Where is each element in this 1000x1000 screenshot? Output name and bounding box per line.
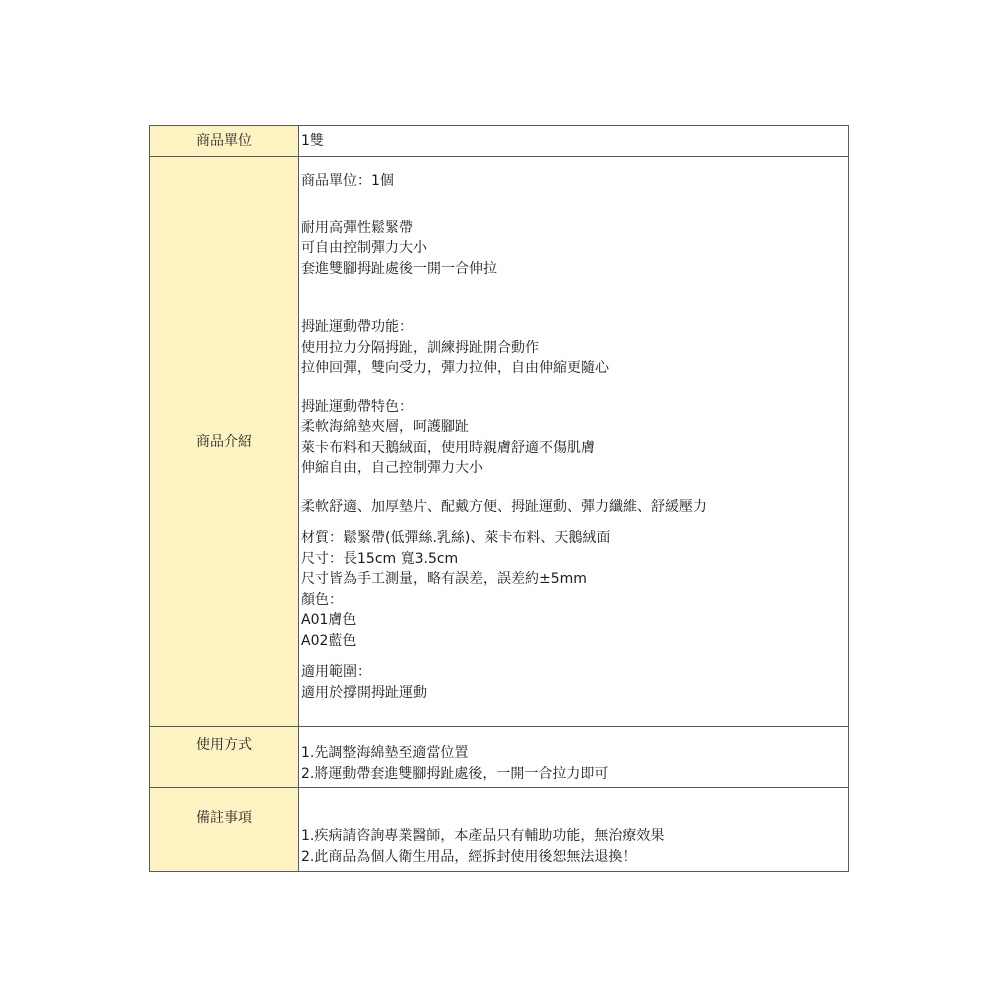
intro-value [299, 157, 849, 727]
usage-line-2: 2.將運動帶套進雙腳拇趾處後，一開一合拉力即可 [301, 765, 609, 782]
notes-value [299, 788, 849, 872]
usage-label: 使用方式 [196, 737, 252, 753]
notes-label: 備註事項 [196, 810, 252, 826]
table-row-unit [150, 126, 849, 157]
spec-line-6: A02藍色 [301, 632, 357, 649]
spec-line-1: 材質：鬆緊帶(低彈絲.乳絲)、萊卡布料、天鵝絨面 [301, 530, 611, 546]
notes-line-1: 1.疾病請咨詢專業醫師，本產品只有輔助功能，無治療效果 [301, 828, 665, 844]
feature-title: 拇趾運動帶特色： [301, 398, 413, 415]
notes-label-cell [150, 788, 299, 872]
function-line-1: 使用拉力分隔拇趾，訓練拇趾開合動作 [301, 339, 539, 356]
table-row-usage [150, 727, 849, 788]
spec-line-3: 尺寸皆為手工測量，略有誤差，誤差約±5mm [301, 571, 587, 587]
intro-unit-line: 商品單位：1個 [301, 173, 394, 189]
table-row-intro [150, 157, 849, 727]
intro-para1-line-2: 可自由控制彈力大小 [301, 240, 427, 256]
feature-line-1: 柔軟海綿墊夾層，呵護腳趾 [301, 419, 469, 435]
intro-para1-line-1: 耐用高彈性鬆緊帶 [301, 219, 413, 236]
tags-line: 柔軟舒適、加厚墊片、配戴方便、拇趾運動、彈力纖維、舒緩壓力 [301, 498, 707, 515]
usage-value [299, 727, 849, 788]
intro-para1-line-3: 套進雙腳拇趾處後一開一合伸拉 [301, 260, 497, 277]
spec-line-2: 尺寸：長15cm 寬3.5cm [301, 550, 459, 567]
function-title: 拇趾運動帶功能： [301, 319, 413, 335]
notes-line-2: 2.此商品為個人衛生用品，經拆封使用後恕無法退換！ [301, 848, 637, 865]
usage-line-1: 1.先調整海綿墊至適當位置 [301, 745, 469, 761]
table-row-notes [150, 788, 849, 872]
spec-line-5: A01膚色 [301, 612, 357, 628]
scope-line: 適用於撐開拇趾運動 [301, 684, 427, 701]
feature-line-2: 萊卡布料和天鵝絨面，使用時親膚舒適不傷肌膚 [301, 439, 595, 456]
product-spec-table [149, 125, 849, 872]
unit-value: 1雙 [299, 126, 849, 157]
intro-label: 商品介紹 [150, 157, 299, 727]
usage-label-cell [150, 727, 299, 788]
unit-label: 商品單位 [150, 126, 299, 157]
function-line-2: 拉伸回彈，雙向受力，彈力拉伸，自由伸縮更隨心 [301, 360, 609, 376]
feature-line-3: 伸縮自由，自己控制彈力大小 [301, 460, 483, 476]
scope-title: 適用範圍： [301, 664, 371, 680]
spec-line-4: 顏色： [301, 591, 343, 608]
